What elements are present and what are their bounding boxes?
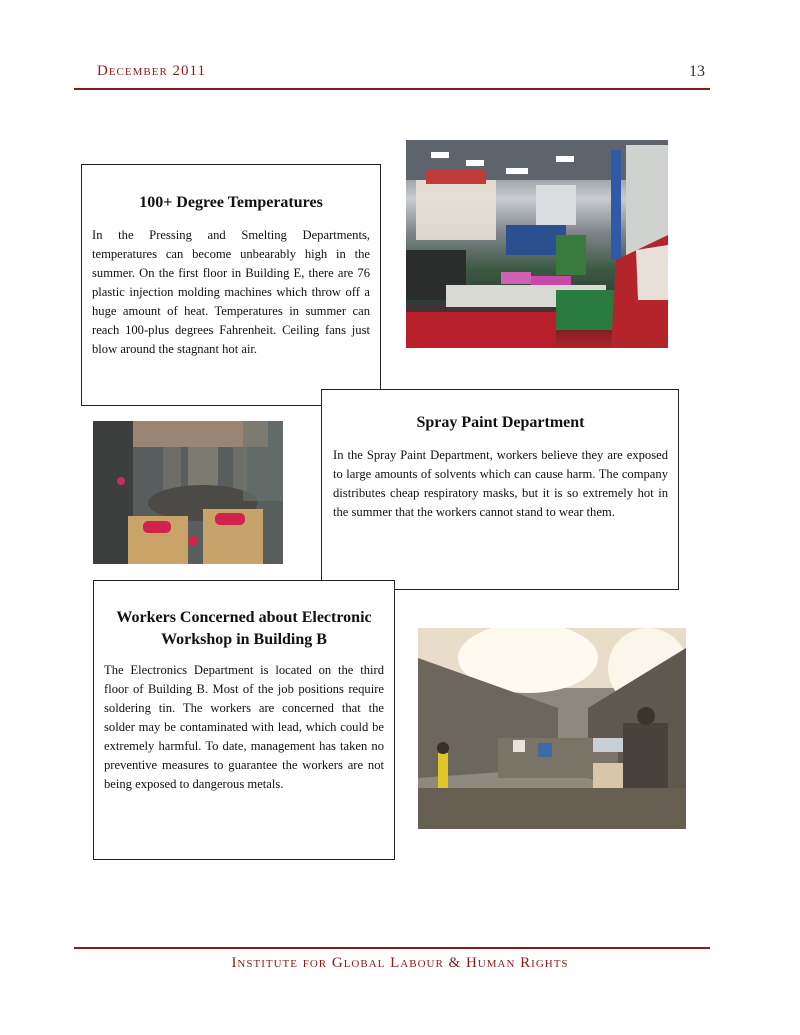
section-title: 100+ Degree Temperatures bbox=[139, 194, 323, 211]
molding-press-illustration bbox=[93, 421, 283, 564]
electronics-workshop-illustration bbox=[418, 628, 686, 829]
footer-rule bbox=[74, 947, 710, 949]
section-title: Spray Paint Department bbox=[416, 414, 585, 431]
page-number: 13 bbox=[689, 63, 705, 80]
header-date: December 2011 bbox=[97, 63, 206, 79]
factory-floor-illustration bbox=[406, 140, 668, 348]
factory-floor-photo bbox=[406, 140, 668, 348]
section-title: Workers Concerned about Electronic Workshop in Building B bbox=[116, 609, 372, 648]
section-body: The Electronics Department is located on the third floor of Building B. Most of the job positions require soldering tin. The workers are concerned that the solder may be contaminated with lead, which could be extremely harmful. To date, management has taken no preventive measures to guarantee the workers are not being exposed to dangerous metals. bbox=[104, 663, 384, 791]
temperatures-section bbox=[81, 164, 381, 406]
header-rule bbox=[74, 88, 710, 90]
spray-paint-section bbox=[321, 389, 679, 590]
section-body: In the Spray Paint Department, workers believe they are exposed to large amounts of solvents which can cause harm. The company distributes cheap respiratory masks, but it is so extremely hot in the summer that the workers cannot stand to wear them. bbox=[333, 448, 668, 519]
footer-text: Institute for Global Labour & Human Rights bbox=[231, 955, 569, 971]
section-body: In the Pressing and Smelting Departments, temperatures can become unbearably high in the summer. On the first floor in Building E, there are 76 plastic injection molding machines which throw off a huge amount of heat. Temperatures in summer can reach 100-plus degrees Fahrenheit. Ceiling fans just blow around the stagnant hot air. bbox=[92, 228, 370, 356]
electronics-workshop-photo bbox=[418, 628, 686, 829]
electronic-workshop-section bbox=[93, 580, 395, 860]
molding-press-photo bbox=[93, 421, 283, 564]
